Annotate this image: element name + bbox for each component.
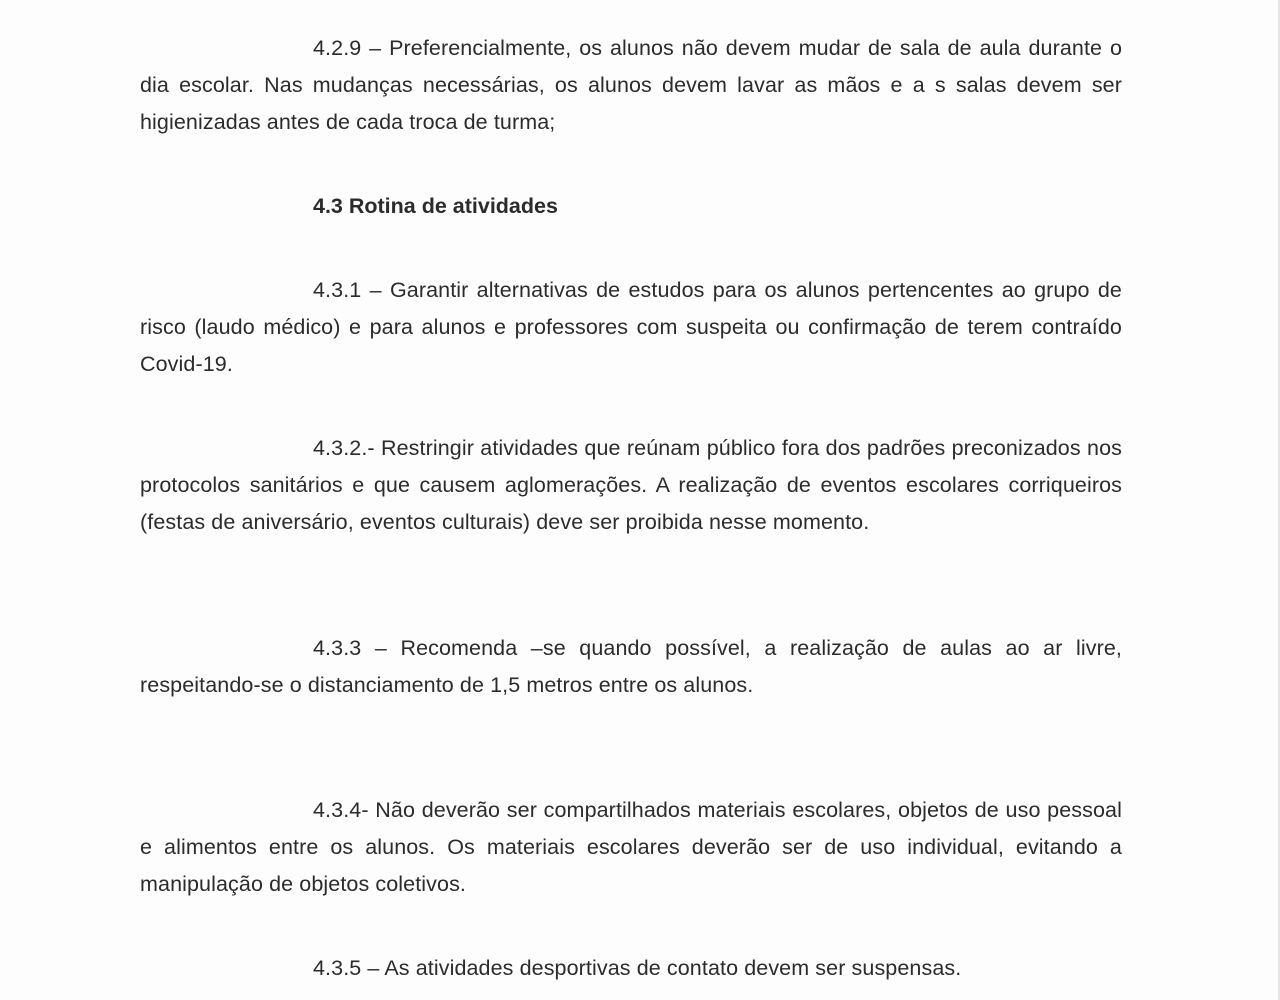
paragraph-4-3-2 <box>140 430 1122 541</box>
paragraph-text: Recomenda –se quando possível, a realização de aulas ao ar livre, respeitando-se o distanciamento de 1,5 metros entre os alunos. <box>140 636 1123 697</box>
paragraph-number: 4.3.3 – <box>313 636 387 660</box>
paragraph-number: 4.3.4- <box>313 798 369 822</box>
paragraph-number: 4.3.2.- <box>313 436 375 460</box>
paragraph-4-3-4 <box>140 792 1122 903</box>
paragraph-text: Garantir alternativas de estudos para os alunos pertencentes ao grupo de risco (laudo médico) e para alunos e professores com suspeita ou confirmação de terem contraído Covid-19. <box>140 278 1122 376</box>
paragraph-4-3-1 <box>140 272 1122 383</box>
paragraph-text: Preferencialmente, os alunos não devem mudar de sala de aula durante o dia escolar. Nas mudanças necessárias, os alunos devem lavar as mãos e a s salas devem ser higienizadas antes de cada troca de turma; <box>140 36 1122 134</box>
section-heading: 4.3 Rotina de atividades <box>313 194 558 218</box>
paragraph-text: As atividades desportivas de contato devem ser suspensas. <box>384 956 962 980</box>
paragraph-text: Restringir atividades que reúnam público fora dos padrões preconizados nos protocolos sanitários e que causem aglomerações. A realização de eventos escolares corriqueiros (festas de aniversário, eventos culturais) deve ser proibida nesse momento. <box>140 436 1122 534</box>
paragraph-4-3-3 <box>140 630 1122 704</box>
paragraph-text: Não deverão ser compartilhados materiais escolares, objetos de uso pessoal e alimentos entre os alunos. Os materiais escolares deverão ser de uso individual, evitando a manipulação de objetos coletivos. <box>140 798 1122 896</box>
paragraph-number: 4.3.5 – <box>313 956 380 980</box>
paragraph-4-3-5 <box>140 950 1122 987</box>
paragraph-number: 4.2.9 – <box>313 36 382 60</box>
paragraph-4-2-9 <box>140 30 1122 141</box>
paragraph-number: 4.3.1 – <box>313 278 382 302</box>
